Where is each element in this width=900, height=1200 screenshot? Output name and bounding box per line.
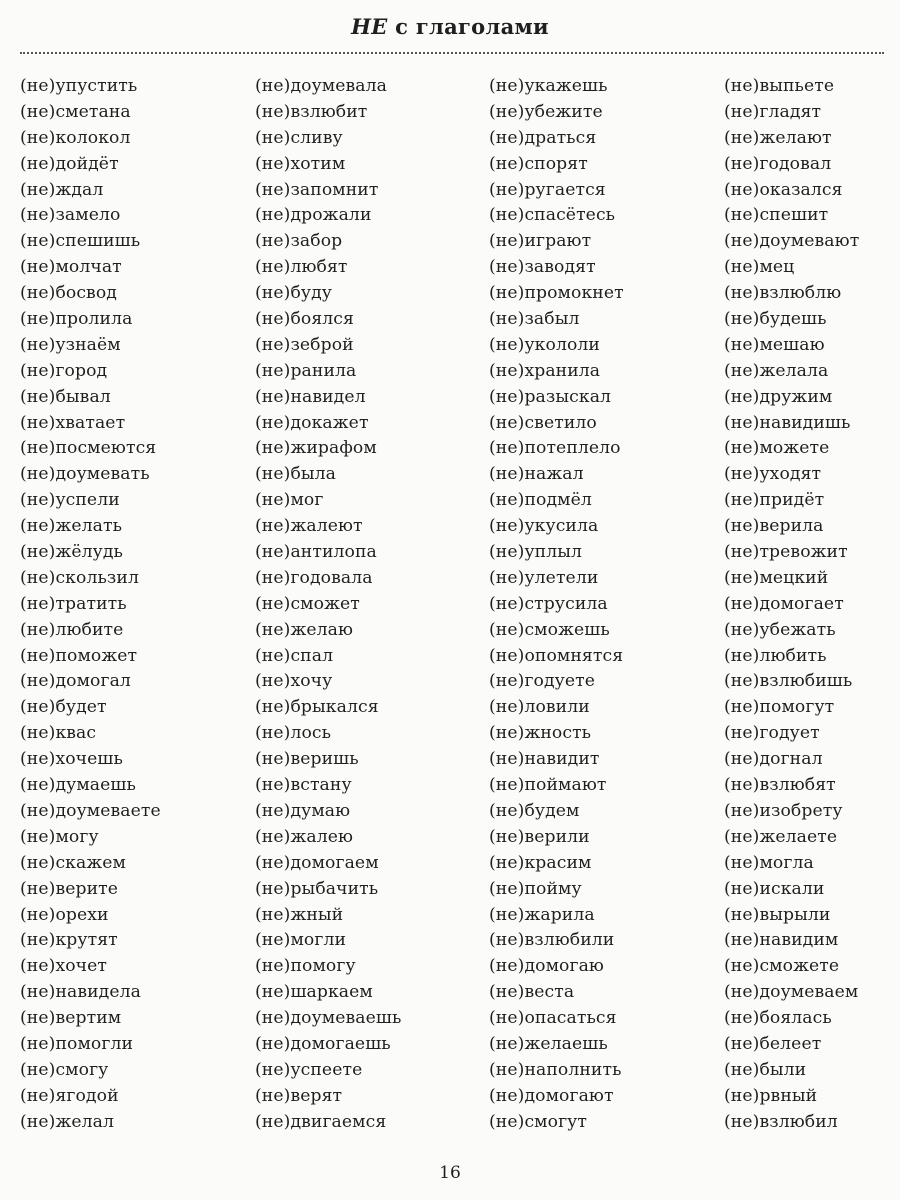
word-item: (не)будет: [20, 697, 107, 718]
word-item: (не)ругается: [489, 179, 606, 200]
word-item: (не)спал: [255, 645, 334, 666]
word-item: (не)думаешь: [20, 775, 136, 796]
word-item: (не)узнаём: [20, 334, 121, 355]
word-item: (не)верили: [489, 826, 590, 847]
word-item: (не)были: [724, 1059, 807, 1080]
word-item: (не)взлюбишь: [724, 671, 853, 692]
word-item: (не)помогу: [255, 956, 356, 977]
word-item: (не)вырыли: [724, 904, 831, 925]
word-item: (не)смогу: [20, 1059, 109, 1080]
word-item: (не)шаркаем: [255, 982, 373, 1003]
word-item: (не)запомнит: [255, 179, 379, 200]
word-item: (не)драться: [489, 127, 597, 148]
word-item: (не)укажешь: [489, 76, 608, 96]
word-item: (не)будем: [489, 800, 580, 821]
word-item: (не)спешит: [724, 205, 829, 226]
word-item: (не)навидит: [489, 749, 600, 770]
word-item: (не)могу: [20, 826, 99, 847]
word-item: (не)доумевала: [255, 76, 388, 96]
word-item: (не)квас: [20, 723, 97, 744]
word-item: (не)рвный: [724, 1085, 818, 1106]
word-item: (не)помогут: [724, 697, 835, 718]
word-item: (не)дрожали: [255, 205, 372, 226]
word-item: (не)наполнить: [489, 1059, 622, 1080]
word-item: (не)домогает: [724, 593, 844, 614]
word-item: (не)спорят: [489, 153, 588, 174]
word-item: (не)взлюбят: [724, 775, 836, 796]
word-item: (не)желала: [724, 360, 829, 381]
word-item: (не)город: [20, 360, 108, 381]
word-item: (не)ждал: [20, 179, 104, 200]
word-item: (не)сможет: [255, 593, 360, 614]
word-item: (не)светило: [489, 412, 597, 433]
page-title: [0, 14, 900, 39]
word-item: (не)спасётесь: [489, 205, 616, 226]
word-item: (не)взлюбит: [255, 101, 368, 122]
word-item: (не)хочешь: [20, 749, 123, 770]
word-item: (не)доумевать: [20, 464, 150, 485]
word-item: (не)домогаешь: [255, 1033, 391, 1054]
word-item: (не)веришь: [255, 749, 359, 770]
word-item: (не)заводят: [489, 257, 596, 278]
word-item: (не)опомнятся: [489, 645, 624, 666]
word-item: (не)догнал: [724, 749, 823, 770]
word-item: (не)убежите: [489, 101, 603, 122]
word-item: (не)тревожит: [724, 542, 848, 563]
word-item: (не)докажет: [255, 412, 369, 433]
word-item: (не)успеете: [255, 1059, 363, 1080]
word-item: (не)скользил: [20, 567, 139, 588]
word-item: (не)жность: [489, 723, 592, 744]
word-item: (не)хочет: [20, 956, 108, 977]
word-item: (не)дойдёт: [20, 153, 119, 174]
word-item: (не)жный: [255, 904, 344, 925]
word-item: (не)вертим: [20, 1008, 122, 1029]
word-item: (не)буду: [255, 283, 332, 304]
word-item: (не)забор: [255, 231, 343, 252]
word-item: (не)годовала: [255, 567, 373, 588]
word-item: (не)верят: [255, 1085, 343, 1106]
word-item: (не)промокнет: [489, 283, 624, 304]
word-item: (не)поможет: [20, 645, 138, 666]
word-item: (не)упустить: [20, 76, 138, 96]
word-item: (не)доумеваете: [20, 800, 161, 821]
title-divider: [20, 52, 884, 54]
word-item: (не)жирафом: [255, 438, 377, 459]
word-item: (не)годует: [724, 723, 820, 744]
word-column-3: [489, 74, 624, 1136]
word-item: (не)играют: [489, 231, 592, 252]
word-item: (не)желать: [20, 516, 123, 537]
word-item: (не)поймают: [489, 775, 607, 796]
word-item: (не)желают: [724, 127, 832, 148]
word-item: (не)лось: [255, 723, 332, 744]
word-item: (не)жарила: [489, 904, 595, 925]
word-item: (не)навидела: [20, 982, 141, 1003]
word-item: (не)рыбачить: [255, 878, 379, 899]
word-item: (не)можете: [724, 438, 830, 459]
word-item: (не)желал: [20, 1111, 115, 1132]
word-item: (не)сливу: [255, 127, 343, 148]
page-title-main: НЕ: [351, 14, 388, 39]
word-item: (не)смогут: [489, 1111, 588, 1132]
word-item: (не)будешь: [724, 309, 827, 330]
page-title-rest: с глаголами: [387, 14, 549, 39]
word-item: (не)желаете: [724, 826, 838, 847]
word-item: (не)молчат: [20, 257, 122, 278]
word-item: (не)доумеваешь: [255, 1008, 402, 1029]
word-item: (не)веста: [489, 982, 575, 1003]
word-item: (не)выпьете: [724, 76, 835, 96]
word-item: (не)убежать: [724, 619, 836, 640]
word-item: (не)забыл: [489, 309, 580, 330]
word-item: (не)доумевают: [724, 231, 860, 252]
word-item: (не)нажал: [489, 464, 584, 485]
word-item: (не)ягодой: [20, 1085, 119, 1106]
word-item: (не)могли: [255, 930, 347, 951]
word-item: (не)помогли: [20, 1033, 134, 1054]
word-item: (не)двигаемся: [255, 1111, 387, 1132]
word-item: (не)любите: [20, 619, 124, 640]
word-item: (не)мог: [255, 490, 324, 511]
word-item: (не)посмеются: [20, 438, 157, 459]
word-item: (не)пойму: [489, 878, 582, 899]
word-column-4: [724, 74, 859, 1136]
word-item: (не)тратить: [20, 593, 127, 614]
word-item: (не)босвод: [20, 283, 117, 304]
word-item: (не)домогаем: [255, 852, 379, 873]
word-item: (не)желаю: [255, 619, 354, 640]
word-item: (не)антилопа: [255, 542, 377, 563]
word-item: (не)опасаться: [489, 1008, 617, 1029]
word-item: (не)изобрету: [724, 800, 843, 821]
word-item: (не)крутят: [20, 930, 118, 951]
word-item: (не)навидишь: [724, 412, 851, 433]
page-number: 16: [439, 1163, 461, 1183]
word-item: (не)разыскал: [489, 386, 612, 407]
word-item: (не)думаю: [255, 800, 351, 821]
word-item: (не)верила: [724, 516, 824, 537]
word-item: (не)сметана: [20, 101, 131, 122]
word-item: (не)спешишь: [20, 231, 141, 252]
word-column-1: [20, 74, 161, 1136]
word-item: (не)мецкий: [724, 567, 829, 588]
word-item: (не)скажем: [20, 852, 127, 873]
word-item: (не)жалею: [255, 826, 354, 847]
word-item: (не)любить: [724, 645, 827, 666]
word-item: (не)боялся: [255, 309, 354, 330]
word-item: (не)сможешь: [489, 619, 610, 640]
word-item: (не)могла: [724, 852, 814, 873]
word-item: (не)искали: [724, 878, 825, 899]
word-item: (не)домогал: [20, 671, 131, 692]
word-item: (не)боялась: [724, 1008, 832, 1029]
word-item: (не)хватает: [20, 412, 126, 433]
word-item: (не)дружим: [724, 386, 833, 407]
word-column-2: [255, 74, 401, 1136]
word-item: (не)белеет: [724, 1033, 822, 1054]
word-item: (не)придёт: [724, 490, 825, 511]
word-item: (не)взлюбили: [489, 930, 615, 951]
word-item: (не)брыкался: [255, 697, 379, 718]
word-item: (не)взлюблю: [724, 283, 842, 304]
word-item: (не)жалеют: [255, 516, 363, 537]
word-item: (не)оказался: [724, 179, 843, 200]
word-item: (не)гладят: [724, 101, 822, 122]
word-item: (не)взлюбил: [724, 1111, 838, 1132]
word-item: (не)встану: [255, 775, 352, 796]
word-item: (не)навидим: [724, 930, 839, 951]
word-item: (не)мец: [724, 257, 795, 278]
word-item: (не)годовал: [724, 153, 832, 174]
word-item: (не)струсила: [489, 593, 608, 614]
word-item: (не)укусила: [489, 516, 599, 537]
word-item: (не)хотим: [255, 153, 346, 174]
word-item: (не)годуете: [489, 671, 596, 692]
word-item: (не)хранила: [489, 360, 601, 381]
word-item: (не)уплыл: [489, 542, 583, 563]
word-item: (не)желаешь: [489, 1033, 608, 1054]
word-item: (не)домогаю: [489, 956, 605, 977]
word-item: (не)ловили: [489, 697, 590, 718]
word-item: (не)улетели: [489, 567, 599, 588]
word-item: (не)сможете: [724, 956, 840, 977]
word-item: (не)укололи: [489, 334, 600, 355]
word-item: (не)любят: [255, 257, 348, 278]
word-item: (не)верите: [20, 878, 119, 899]
word-item: (не)была: [255, 464, 337, 485]
word-item: (не)красим: [489, 852, 592, 873]
word-item: (не)ранила: [255, 360, 357, 381]
word-item: (не)уходят: [724, 464, 822, 485]
word-item: (не)зеброй: [255, 334, 354, 355]
word-item: (не)замело: [20, 205, 121, 226]
word-item: (не)доумеваем: [724, 982, 859, 1003]
word-item: (не)потеплело: [489, 438, 621, 459]
word-item: (не)хочу: [255, 671, 333, 692]
word-item: (не)бывал: [20, 386, 111, 407]
word-item: (не)жёлудь: [20, 542, 123, 563]
word-item: (не)колокол: [20, 127, 131, 148]
word-item: (не)подмёл: [489, 490, 592, 511]
word-item: (не)орехи: [20, 904, 109, 925]
word-item: (не)успели: [20, 490, 120, 511]
word-item: (не)домогают: [489, 1085, 614, 1106]
word-item: (не)пролила: [20, 309, 133, 330]
word-item: (не)мешаю: [724, 334, 825, 355]
word-item: (не)навидел: [255, 386, 366, 407]
word-columns: [0, 74, 900, 1144]
